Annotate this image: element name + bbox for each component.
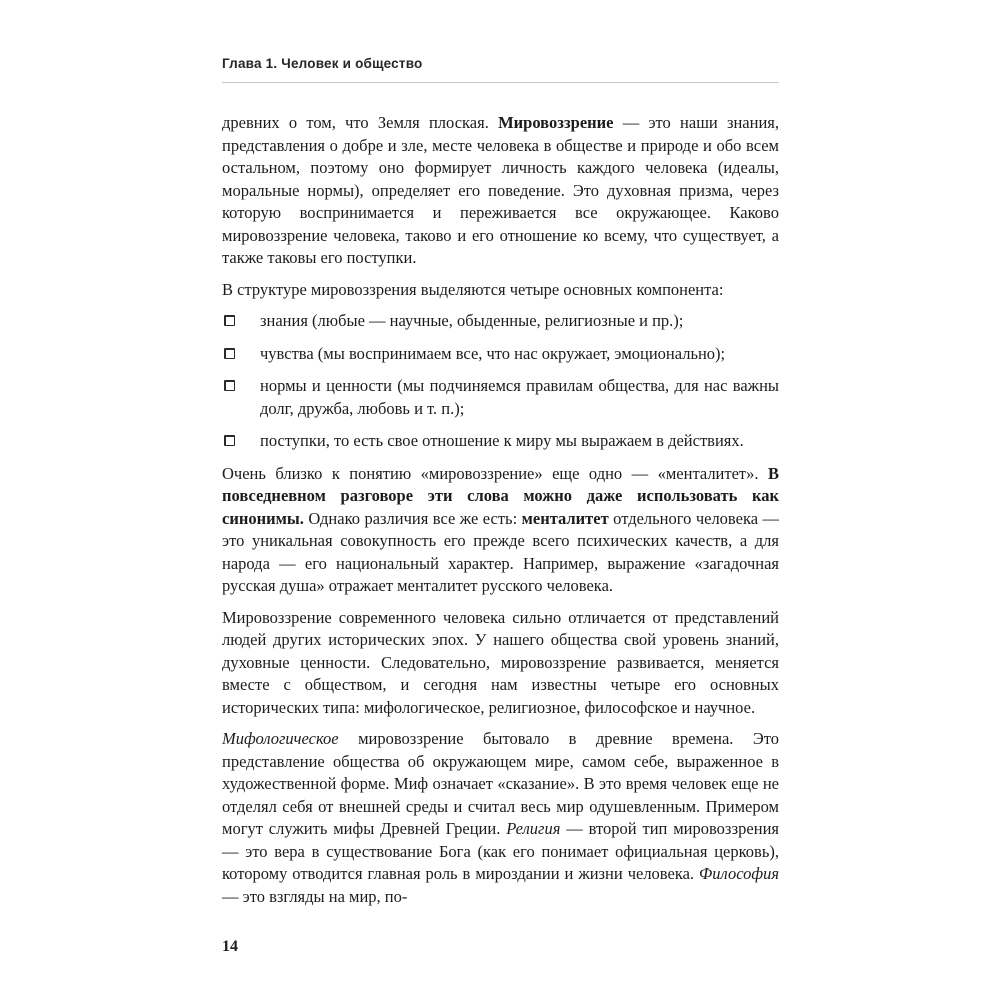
list-item	[222, 310, 779, 333]
text-run: В повседневном разговоре эти слова можно даже использовать как синонимы.	[222, 463, 779, 528]
square-bullet-icon	[224, 315, 235, 326]
text-run: знания (любые — научные, обыденные, религиозные и пр.);	[260, 311, 684, 330]
square-bullet-icon	[224, 380, 235, 391]
list-item-text	[260, 311, 683, 330]
text-run: мировоззрение бытовало в древние времена. Это представление общества об окружающем мире, самом себе, выраженное в художественной форме. Миф означает «сказание». В это время человек еще не отделял себя от внешней среды и считал весь мир одушевленным. Примером могут служить мифы Древней Греции.	[222, 729, 779, 838]
chapter-header: Глава 1. Человек и общество	[222, 56, 423, 71]
text-run: нормы и ценности (мы подчиняемся правилам общества, для нас важны долг, дружба, любовь и т. п.);	[260, 376, 779, 418]
text-run: Философия	[699, 864, 779, 883]
paragraph	[222, 463, 779, 598]
list-item	[222, 430, 779, 453]
text-run: Мифологическое	[222, 729, 339, 748]
content-column	[222, 56, 779, 917]
list-item-text	[260, 376, 779, 418]
paragraph	[222, 112, 779, 270]
text-blocks	[222, 112, 779, 908]
text-run: древних о том, что Земля плоская.	[222, 113, 499, 132]
text-run: Однако различия все же есть:	[303, 508, 522, 528]
text-run: — это взгляды на мир, по-	[222, 886, 408, 906]
paragraph	[222, 607, 779, 720]
text-run: чувства (мы воспринимаем все, что нас окружает, эмоционально);	[260, 343, 726, 363]
list-item	[222, 375, 779, 420]
text-run: Мировоззрение	[498, 113, 614, 132]
text-run: поступки, то есть свое отношение к миру мы выражаем в действиях.	[260, 431, 744, 450]
text-run: — второй тип мировоззрения — это вера в существование Бога (как его понимает официальная церковь), которому отводится главная роль в мироздании и жизни человека.	[222, 819, 779, 883]
text-run: Очень близко к понятию «мировоззрение» еще одно — «менталитет».	[222, 463, 768, 483]
list-item-text	[260, 344, 725, 363]
text-run: Религия	[506, 819, 561, 838]
square-bullet-icon	[224, 435, 235, 446]
text-run: отдельного человека — это уникальная совокупность его прежде всего психических качеств, а для народа — его национальный характер. Например, выражение «загадочная русская душа» отражает менталитет русского человека.	[222, 508, 779, 595]
text-run: В структуре мировоззрения выделяются четыре основных компонента:	[222, 279, 724, 299]
paragraph	[222, 728, 779, 908]
paragraph	[222, 279, 779, 302]
list-item	[222, 343, 779, 366]
text-run: Мировоззрение современного человека сильно отличается от представлений людей других исторических эпох. У нашего общества свой уровень знаний, духовные ценности. Следовательно, мировоззрение развивается, меняется вместе с обществом, и сегодня нам известны четыре его основных исторических типа: мифологическое, религиозное, философское и научное.	[222, 607, 779, 717]
square-bullet-icon	[224, 348, 235, 359]
list-item-text	[260, 431, 744, 450]
page-number: 14	[222, 938, 238, 955]
text-run: менталитет	[521, 508, 609, 528]
header-rule	[222, 82, 779, 83]
text-run: — это наши знания, представления о добре и зле, месте человека в обществе и природе и обо всем остальном, поэтому оно формирует личность каждого человека (идеалы, моральные нормы), определяет его поведение. Это духовная призма, через которую воспринимается и переживается все окружающее. Каково мировоззрение человека, таково и его отношение ко всему, что существует, а также таковы его поступки.	[222, 113, 780, 267]
